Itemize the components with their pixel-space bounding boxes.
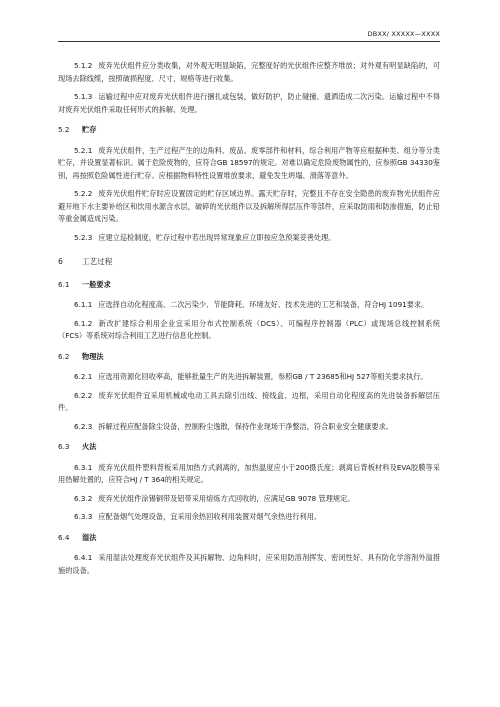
clause-6-3-3: 6.3.3 应配备烟气处理设备，宜采用余热回收利用装置对烟气余热进行利用。 (74, 512, 322, 521)
clause-6-3-1: 6.3.1 废弃光伏组件塑料背板采用加热方式剥离的，加热温度应小于200摄氏度；剥离后背板材料及EVA胶膜等采用热解处置的，应符合HJ / T 364的相关规定。 (58, 462, 440, 484)
section-heading-6-1: 6.1 一般要求 (58, 279, 111, 289)
clause-6-2-2: 6.2.2 废弃光伏组件宜采用机械或电动工具去除引出线、接线盒、边框，采用自动化程度高的先进装备拆解层压件。 (58, 390, 440, 412)
section-heading-6-2: 6.2 物理法 (58, 351, 104, 361)
section-heading-5-2: 5.2 贮存 (58, 125, 97, 134)
clause-5-2-1: 5.2.1 废弃光伏组件，生产过程产生的边角料、废品、废零部件和材料，综合利用产物等应根据种类、组分等分类贮存，并设置显著标识。属于危险废物的，应符合GB 18597的规定。对难以确定危险废物属性的，应参照GB 34330鉴别，再按照危险属性进行贮存。应根据物料特性设置堆放要求，避免发生坍塌、滑落等意外。 (58, 145, 440, 180)
clause-6-3-2: 6.3.2 废弃光伏组件涂锡铜带及铝带采用熔炼方式回收的，应满足GB 9078 管理规定。 (74, 493, 355, 503)
clause-5-2-3: 5.2.3 应建立巡检制度，贮存过程中若出现异常现象应立即按应急预案妥善处理。 (74, 232, 336, 242)
clause-6-2-1: 6.2.1 应选用资源化回收率高，能够批量生产的先进拆解装置，参照GB / T 23685和HJ 527等相关要求执行。 (74, 372, 428, 381)
clause-5-1-2: 5.1.2 废弃光伏组件应分类收集，对外观无明显缺陷，完整度好的光伏组件应整齐堆放；对外观有明显缺陷的，可现场去除线缆，按照破损程度、尺寸、规格等进行收集。 (58, 61, 440, 83)
document-body (58, 60, 440, 583)
clause-5-1-3: 5.1.3 运输过程中应对废弃光伏组件进行捆扎或包装，做好防护，防止碰撞、遗洒造成二次污染。运输过程中不得对废弃光伏组件采取任何形式的拆解、处理。 (58, 92, 440, 114)
chapter-heading-6: 6 工艺过程 (58, 257, 113, 266)
section-heading-6-4: 6.4 湿法 (58, 532, 97, 542)
clause-5-2-2: 5.2.2 废弃光伏组件贮存时应设置固定的贮存区域边界。露天贮存时，完整且不存在安全隐患的废弃物光伏组件应避开地下水主要补给区和饮用水源含水层，破碎的光伏组件以及拆解所得层压件等部件，应采取防雨和防渗措施，防止铅等重金属造成污染。 (58, 189, 440, 223)
header-rule (58, 41, 440, 42)
document-code: DBXX/ XXXXX—XXXX (367, 30, 440, 38)
clause-6-1-1: 6.1.1 应选择自动化程度高、二次污染少、节能降耗、环境友好、技术先进的工艺和装备，符合HJ 1091要求。 (74, 300, 429, 309)
clause-6-2-3: 6.2.3 拆解过程应配备除尘设备，控制粉尘逸散，保持作业现场干净整洁，符合职业安全健康要求。 (74, 421, 393, 431)
clause-6-1-2: 6.1.2 新改扩建综合利用企业宜采用分布式控制系统（DCS）、可编程序控制器（PLC）或现场总线控制系统（FCS）等系统对综合利用工艺进行信息化控制。 (58, 318, 440, 340)
clause-6-4-1: 6.4.1 采用湿法处理废弃光伏组件及其拆解物、边角料时，应采用防溶剂挥发、密闭性好、具有防化学溶剂外溢措施的设备。 (58, 553, 440, 575)
section-heading-6-3: 6.3 火法 (58, 442, 97, 451)
